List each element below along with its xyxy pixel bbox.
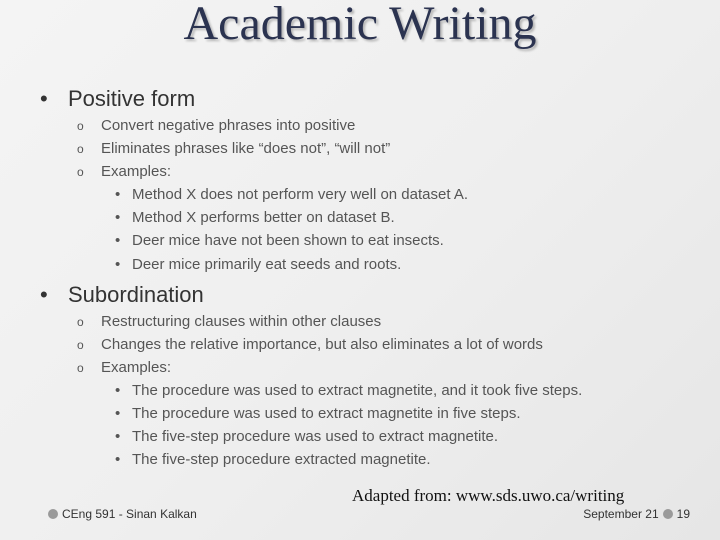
- footer-date-page: [583, 507, 690, 521]
- sub-item: [77, 117, 355, 135]
- sub-item: [77, 163, 171, 181]
- example-item: [115, 428, 498, 446]
- bullet: •: [115, 209, 121, 226]
- example-text: Method X performs better on dataset B.: [132, 209, 395, 226]
- sub-item-text: Convert negative phrases into positive: [101, 117, 356, 134]
- example-item: [115, 232, 444, 250]
- example-item: [115, 405, 521, 423]
- footer-course: [44, 507, 197, 521]
- slide-title: Academic Writing: [183, 0, 537, 50]
- circle-bullet: o: [77, 361, 84, 375]
- section-heading-text: Positive form: [68, 86, 196, 111]
- circle-icon: [663, 509, 673, 519]
- circle-bullet: o: [77, 142, 84, 156]
- circle-bullet: o: [77, 315, 84, 329]
- footer-course-text: CEng 591 - Sinan Kalkan: [62, 507, 197, 521]
- example-item: [115, 382, 582, 400]
- example-item: [115, 209, 395, 227]
- section-heading-positive-form: [40, 87, 195, 111]
- sub-item: [77, 140, 390, 158]
- sub-item-text: Eliminates phrases like “does not”, “will not”: [101, 140, 391, 157]
- sub-item: [77, 313, 381, 331]
- example-text: The five-step procedure extracted magnetite.: [132, 451, 431, 468]
- example-text: The five-step procedure was used to extract magnetite.: [132, 428, 499, 445]
- footer-date: September 21: [583, 507, 659, 521]
- example-item: [115, 451, 431, 469]
- source-attribution: Adapted from: www.sds.uwo.ca/writing: [352, 486, 625, 505]
- page-number: 19: [676, 507, 690, 521]
- section-heading-subordination: [40, 283, 204, 307]
- bullet: •: [40, 282, 48, 307]
- bullet: •: [115, 256, 121, 273]
- bullet: •: [115, 451, 121, 468]
- circle-bullet: o: [77, 119, 84, 133]
- example-text: Deer mice have not been shown to eat insects.: [132, 232, 444, 249]
- example-text: Method X does not perform very well on dataset A.: [132, 186, 469, 203]
- sub-item-text: Examples:: [101, 163, 172, 180]
- sub-item-text: Changes the relative importance, but also eliminates a lot of words: [101, 336, 543, 353]
- bullet: •: [115, 382, 121, 399]
- bullet: •: [115, 186, 121, 203]
- sub-item: [77, 359, 171, 377]
- example-item: [115, 256, 401, 274]
- example-text: The procedure was used to extract magnetite in five steps.: [132, 405, 521, 422]
- sub-item-text: Examples:: [101, 359, 172, 376]
- example-item: [115, 186, 468, 204]
- circle-icon: [48, 509, 58, 519]
- circle-bullet: o: [77, 165, 84, 179]
- example-text: The procedure was used to extract magnetite, and it took five steps.: [132, 382, 583, 399]
- bullet: •: [115, 405, 121, 422]
- sub-item-text: Restructuring clauses within other clauses: [101, 313, 382, 330]
- bullet: •: [40, 86, 48, 111]
- sub-item: [77, 336, 543, 354]
- circle-bullet: o: [77, 338, 84, 352]
- bullet: •: [115, 232, 121, 249]
- bullet: •: [115, 428, 121, 445]
- section-heading-text: Subordination: [68, 282, 204, 307]
- example-text: Deer mice primarily eat seeds and roots.: [132, 256, 402, 273]
